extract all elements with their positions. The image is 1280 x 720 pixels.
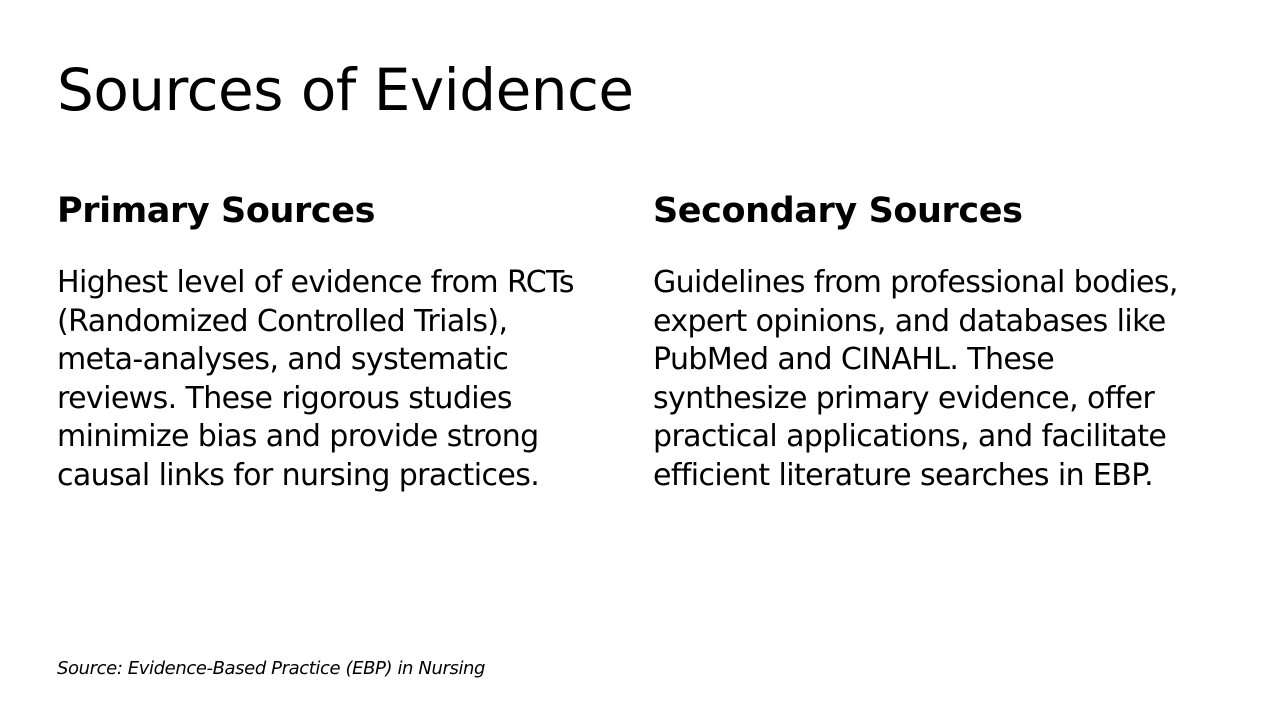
primary-sources-heading: Primary Sources bbox=[57, 191, 376, 231]
slide-title: Sources of Evidence bbox=[57, 56, 634, 124]
secondary-sources-heading: Secondary Sources bbox=[653, 191, 1023, 231]
primary-sources-body: Highest level of evidence from RCTs (Randomized Controlled Trials), meta-analyses, and systematic reviews. These rigorous studies minimize bias and provide strong causal links for nursing practices. bbox=[57, 265, 574, 493]
primary-sources-column bbox=[57, 188, 597, 495]
source-note: Source: Evidence-Based Practice (EBP) in Nursing bbox=[57, 658, 486, 679]
secondary-sources-column bbox=[653, 188, 1213, 495]
secondary-sources-body: Guidelines from professional bodies, expert opinions, and databases like PubMed and CINAHL. These synthesize primary evidence, offer practical applications, and facilitate efficient literature searches in EBP. bbox=[653, 265, 1178, 493]
